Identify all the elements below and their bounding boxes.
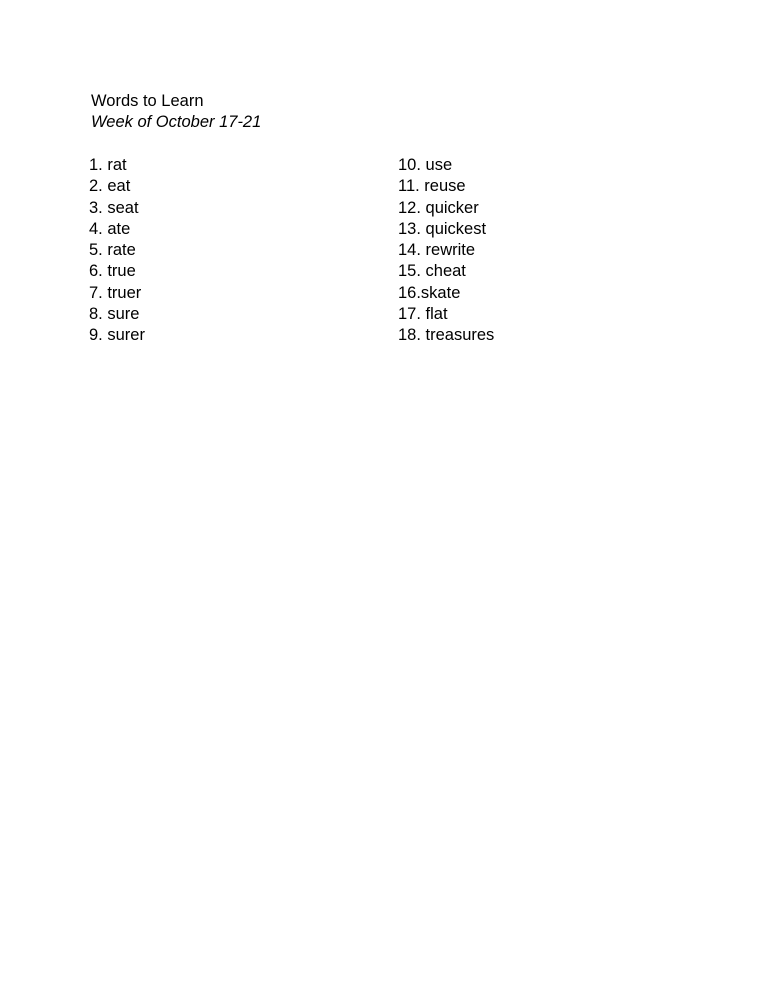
list-item: 8. sure: [89, 304, 140, 323]
list-item: 1. rat: [89, 156, 127, 174]
list-item: 13. quickest: [398, 219, 487, 238]
list-item: 5. rate: [89, 241, 136, 259]
word-list-left: [89, 155, 145, 346]
list-item: 6. true: [89, 262, 136, 281]
list-item: 11. reuse: [398, 177, 466, 196]
list-item: 14. rewrite: [398, 241, 476, 259]
word-list-right: [398, 155, 494, 346]
document-title: Words to Learn: [91, 92, 204, 110]
list-item: 9. surer: [89, 326, 145, 344]
list-item: 16.skate: [398, 283, 461, 302]
list-item: 18. treasures: [398, 326, 495, 344]
list-item: 17. flat: [398, 304, 448, 323]
list-item: 2. eat: [89, 177, 131, 196]
list-item: 7. truer: [89, 283, 142, 302]
list-item: 12. quicker: [398, 198, 479, 217]
list-item: 3. seat: [89, 198, 139, 217]
list-item: 10. use: [398, 156, 453, 174]
document-subtitle: Week of October 17-21: [91, 113, 262, 131]
list-item: 15. cheat: [398, 262, 466, 281]
list-item: 4. ate: [89, 219, 131, 238]
